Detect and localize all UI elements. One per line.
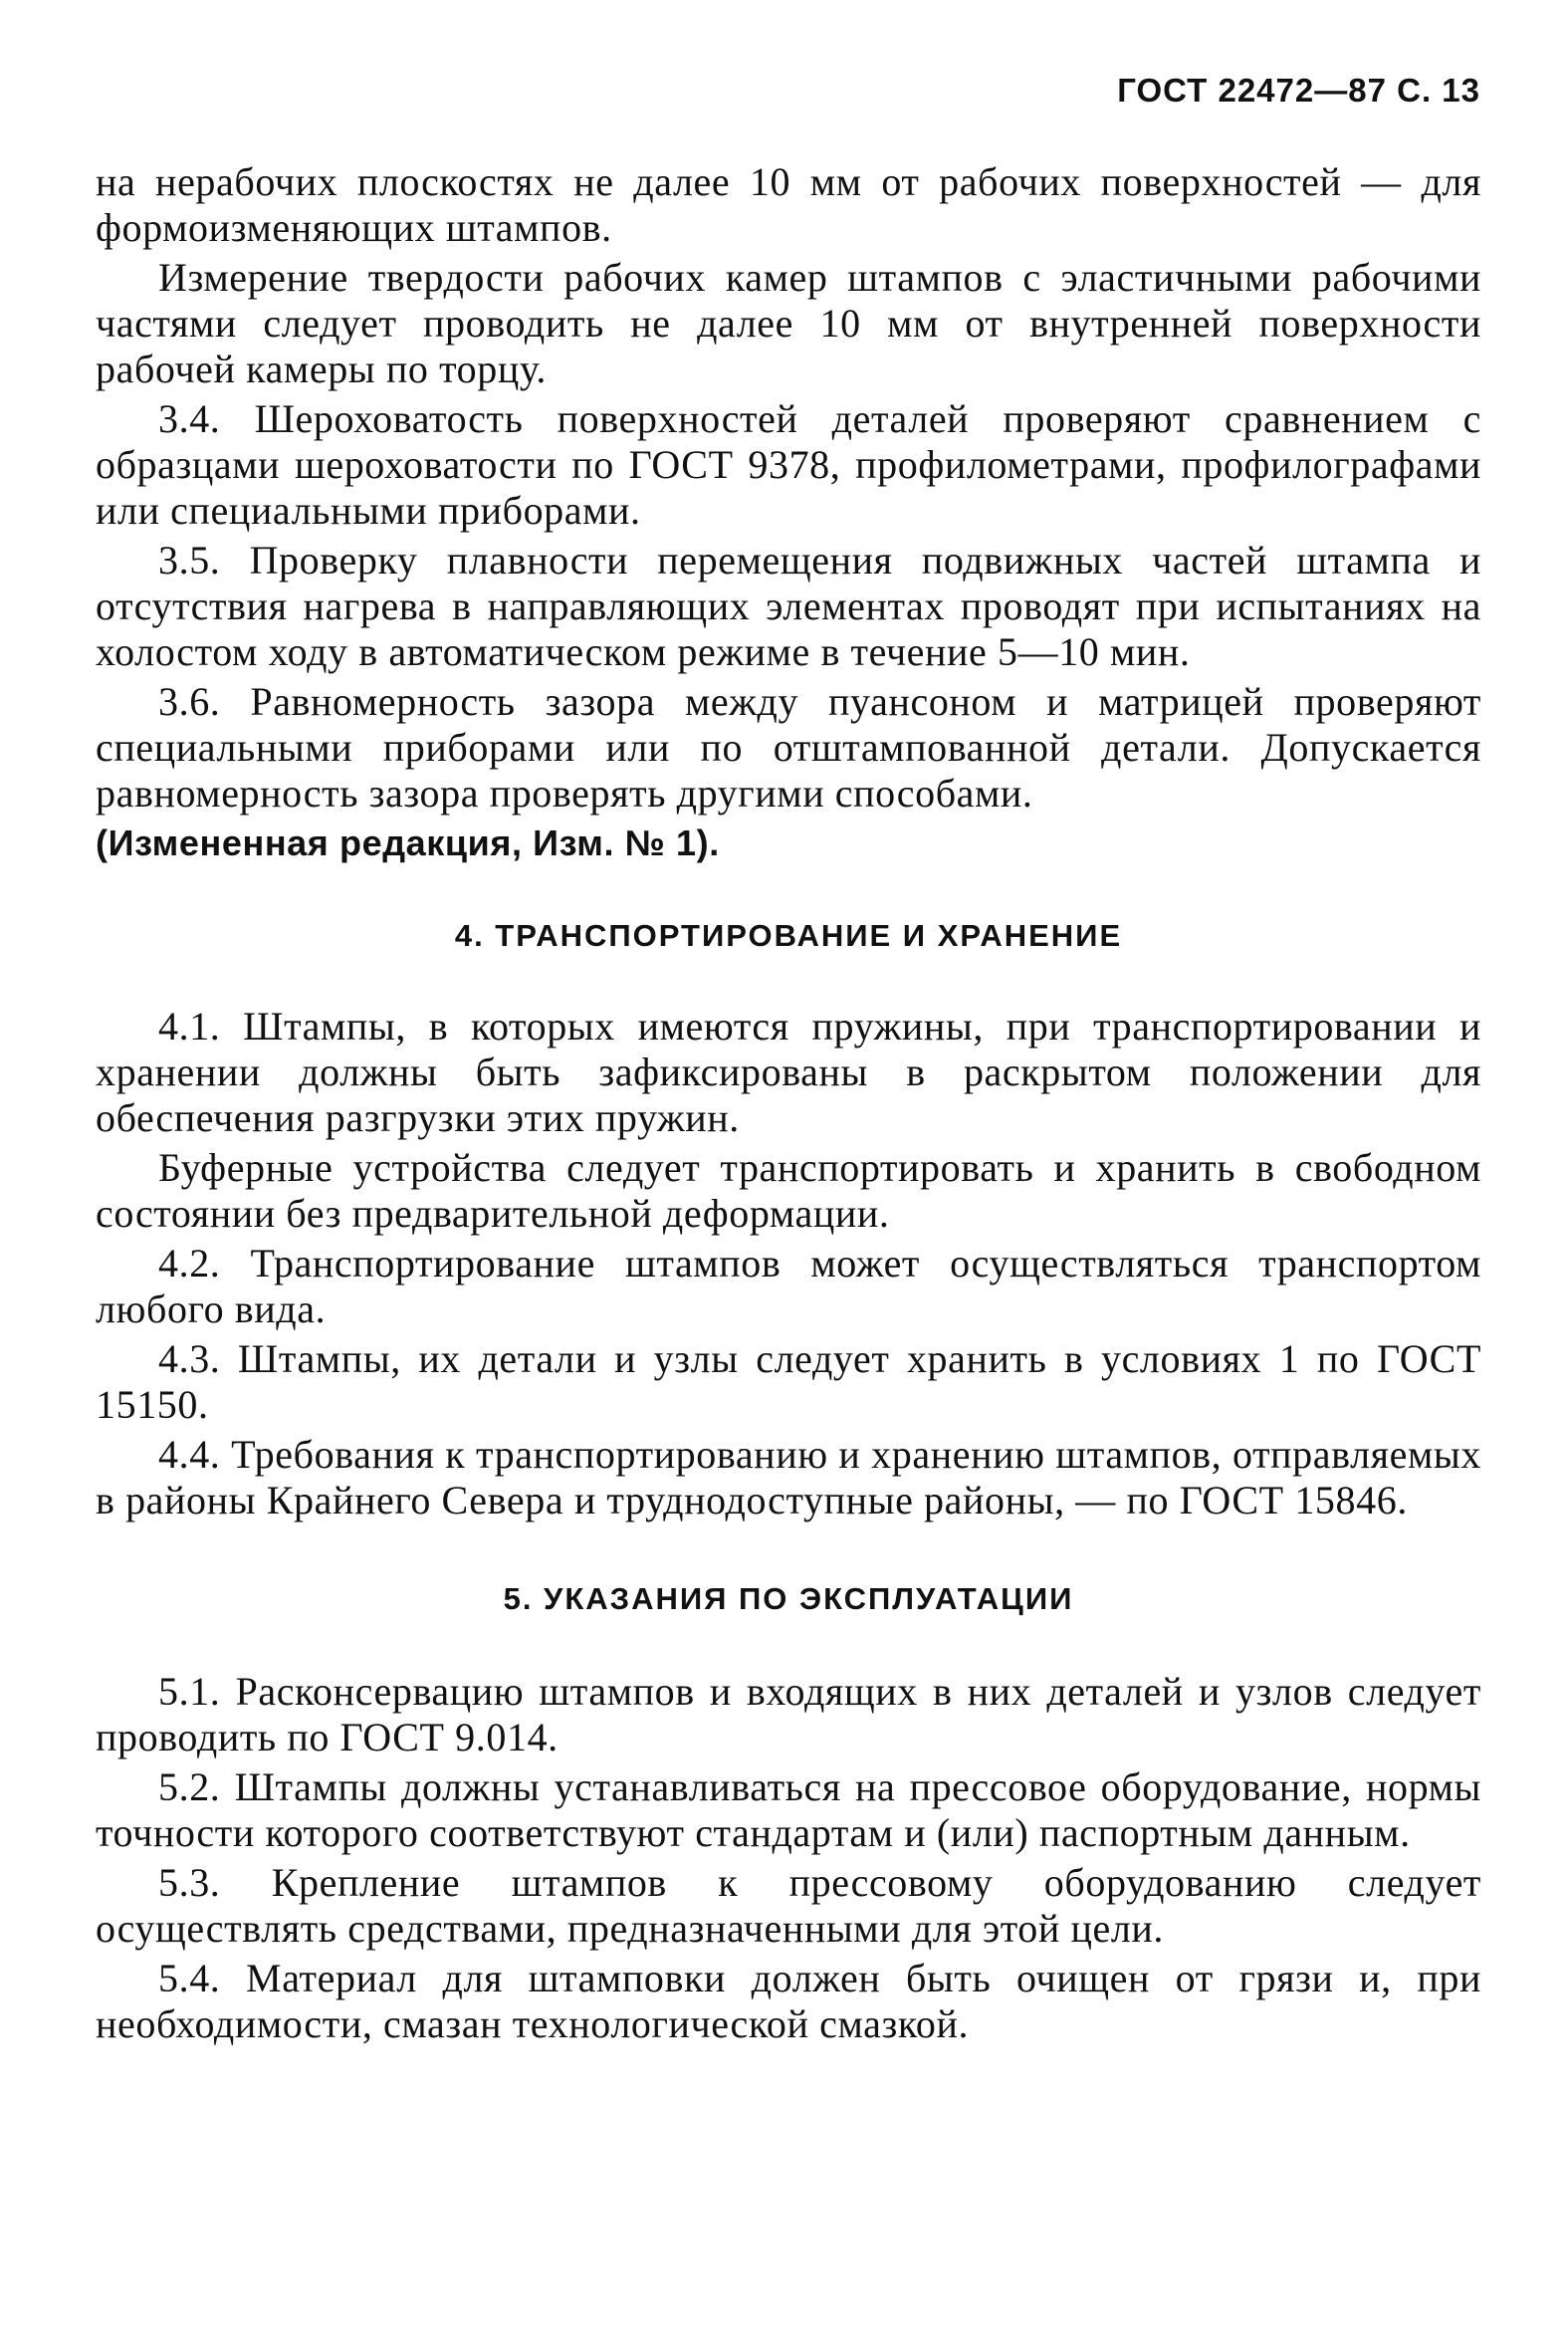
paragraph-5-3: 5.3. Крепление штампов к прессовому оборудованию следует осуществлять средствами, предназначенными для этой цели.: [96, 1860, 1481, 1951]
paragraph-4-4: 4.4. Требования к транспортированию и хранению штампов, отправляемых в районы Крайнего Севера и труднодоступные районы, — по ГОСТ 15846.: [96, 1432, 1481, 1522]
paragraph-4-2: 4.2. Транспортирование штампов может осуществляться транспортом любого вида.: [96, 1241, 1481, 1331]
section-4-title: 4. ТРАНСПОРТИРОВАНИЕ И ХРАНЕНИЕ: [454, 918, 1123, 953]
paragraph-5-4: 5.4. Материал для штамповки должен быть очищен от грязи и, при необходимости, смазан технологической смазкой.: [96, 1956, 1481, 2046]
paragraph-4-1-buffers: Буферные устройства следует транспортировать и хранить в свободном состоянии без предварительной деформации.: [96, 1145, 1481, 1236]
amendment-note: (Измененная редакция, Изм. № 1).: [96, 822, 720, 863]
paragraph-5-2: 5.2. Штампы должны устанавливаться на прессовое оборудование, нормы точности которого соответствуют стандартам и (или) паспортным данным.: [96, 1764, 1481, 1855]
section-5-title: 5. УКАЗАНИЯ ПО ЭКСПЛУАТАЦИИ: [503, 1581, 1074, 1616]
page-content: [96, 159, 1481, 2051]
paragraph-4-1: 4.1. Штампы, в которых имеются пружины, при транспортировании и хранении должны быть зафиксированы в раскрытом положении для обеспечения разгрузки этих пружин.: [96, 1004, 1481, 1140]
paragraph-3-6: 3.6. Равномерность зазора между пуансоном и матрицей проверяют специальными приборами или по отштампованной детали. Допускается равномерность зазора проверять другими способами.: [96, 679, 1481, 816]
paragraph-continuation: на нерабочих плоскостях не далее 10 мм от рабочих поверхностей — для формоизменяющих штампов.: [96, 159, 1481, 250]
paragraph-4-3: 4.3. Штампы, их детали и узлы следует хранить в условиях 1 по ГОСТ 15150.: [96, 1336, 1481, 1427]
paragraph-hardness-measurement: Измерение твердости рабочих камер штампов с эластичными рабочими частями следует проводить не далее 10 мм от внутренней поверхности рабочей камеры по торцу.: [96, 255, 1481, 391]
paragraph-3-5: 3.5. Проверку плавности перемещения подвижных частей штампа и отсутствия нагрева в направляющих элементах проводят при испытаниях на холостом ходу в автоматическом режиме в течение 5—10 мин.: [96, 538, 1481, 674]
running-header: ГОСТ 22472—87 С. 13: [1117, 72, 1480, 109]
paragraph-5-1: 5.1. Расконсервацию штампов и входящих в них деталей и узлов следует проводить по ГОСТ 9.014.: [96, 1669, 1481, 1759]
paragraph-3-4: 3.4. Шероховатость поверхностей деталей проверяют сравнением с образцами шероховатости по ГОСТ 9378, профилометрами, профилографами или специальными приборами.: [96, 396, 1481, 533]
